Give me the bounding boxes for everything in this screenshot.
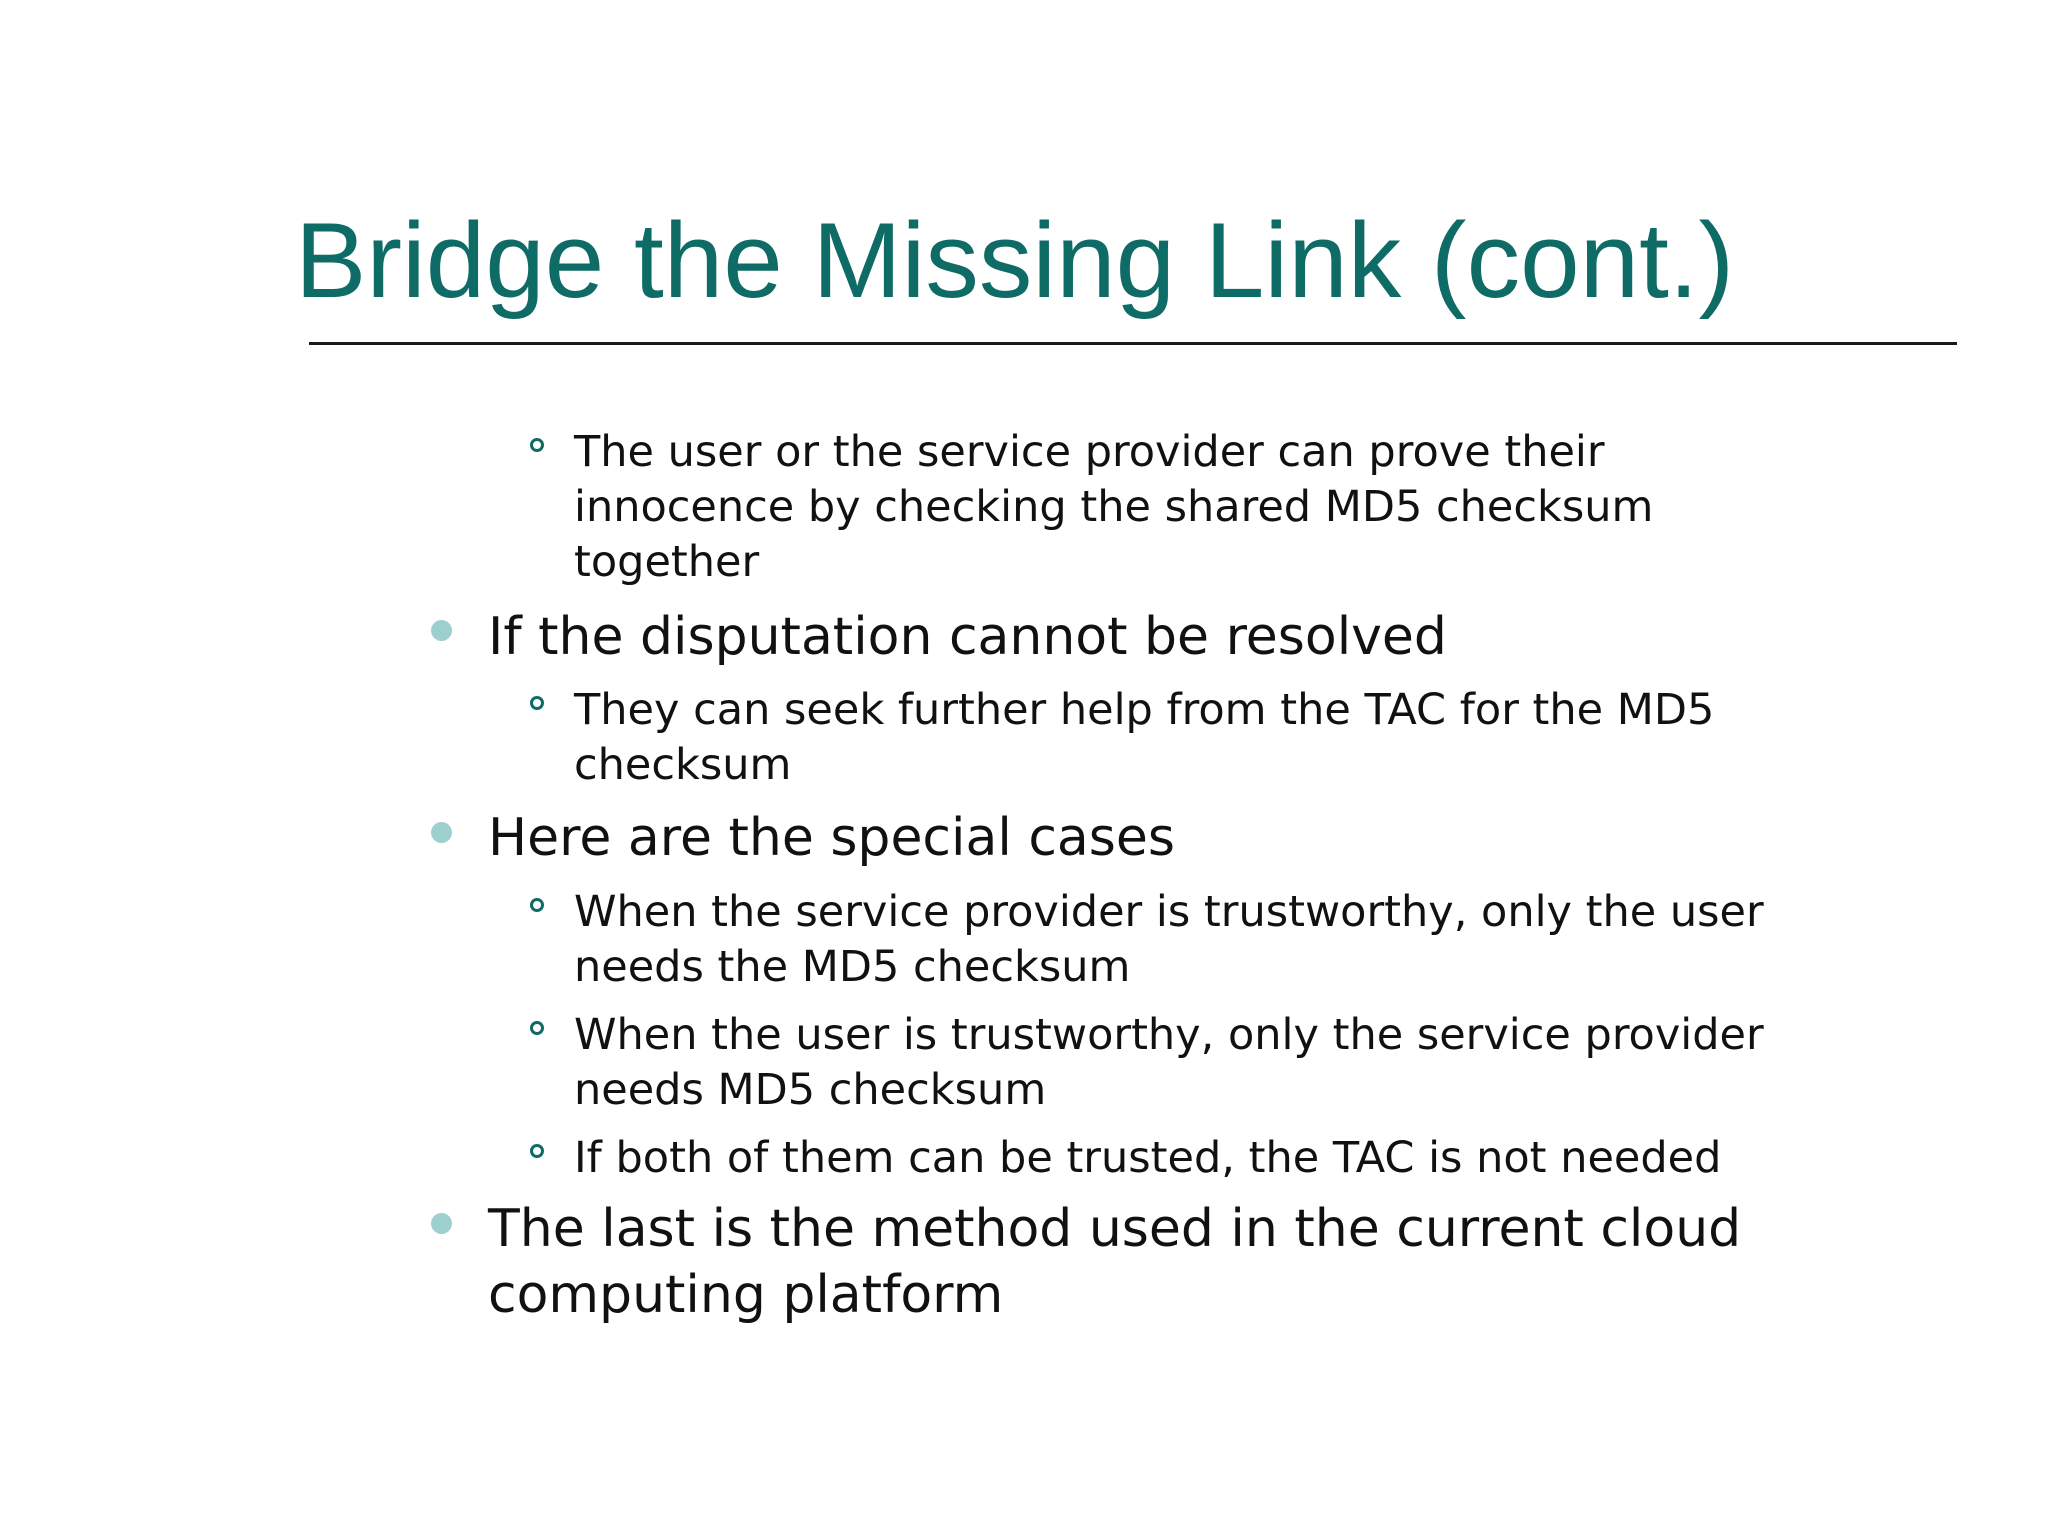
slide-title: Bridge the Missing Link (cont.) — [295, 200, 1735, 320]
bullet-line: computing platform — [488, 1265, 1004, 1325]
sub-bullet-line: together — [574, 537, 760, 587]
title-divider — [309, 342, 1957, 345]
bullet-icon — [431, 1213, 452, 1234]
sub-bullet-line: needs MD5 checksum — [574, 1065, 1047, 1115]
bullet-line: The last is the method used in the current cloud — [488, 1199, 1742, 1259]
sub-bullet-icon — [530, 1021, 544, 1035]
sub-bullet-line: If both of them can be trusted, the TAC is not needed — [574, 1133, 1722, 1183]
sub-bullet-icon — [530, 696, 544, 710]
sub-bullet-line: innocence by checking the shared MD5 checksum — [574, 482, 1654, 532]
sub-bullet-line: The user or the service provider can prove their — [574, 427, 1605, 477]
sub-bullet-line: needs the MD5 checksum — [574, 942, 1131, 992]
bullet-line: If the disputation cannot be resolved — [488, 607, 1447, 667]
bullet-icon — [431, 822, 452, 843]
sub-bullet-line: When the user is trustworthy, only the service provider — [574, 1010, 1764, 1060]
sub-bullet-icon — [530, 1144, 544, 1158]
sub-bullet-icon — [530, 438, 544, 452]
sub-bullet-line: When the service provider is trustworthy, only the user — [574, 887, 1764, 937]
sub-bullet-icon — [530, 898, 544, 912]
bullet-line: Here are the special cases — [488, 808, 1175, 868]
sub-bullet-line: checksum — [574, 740, 792, 790]
sub-bullet-line: They can seek further help from the TAC for the MD5 — [574, 685, 1715, 735]
bullet-icon — [431, 620, 452, 641]
